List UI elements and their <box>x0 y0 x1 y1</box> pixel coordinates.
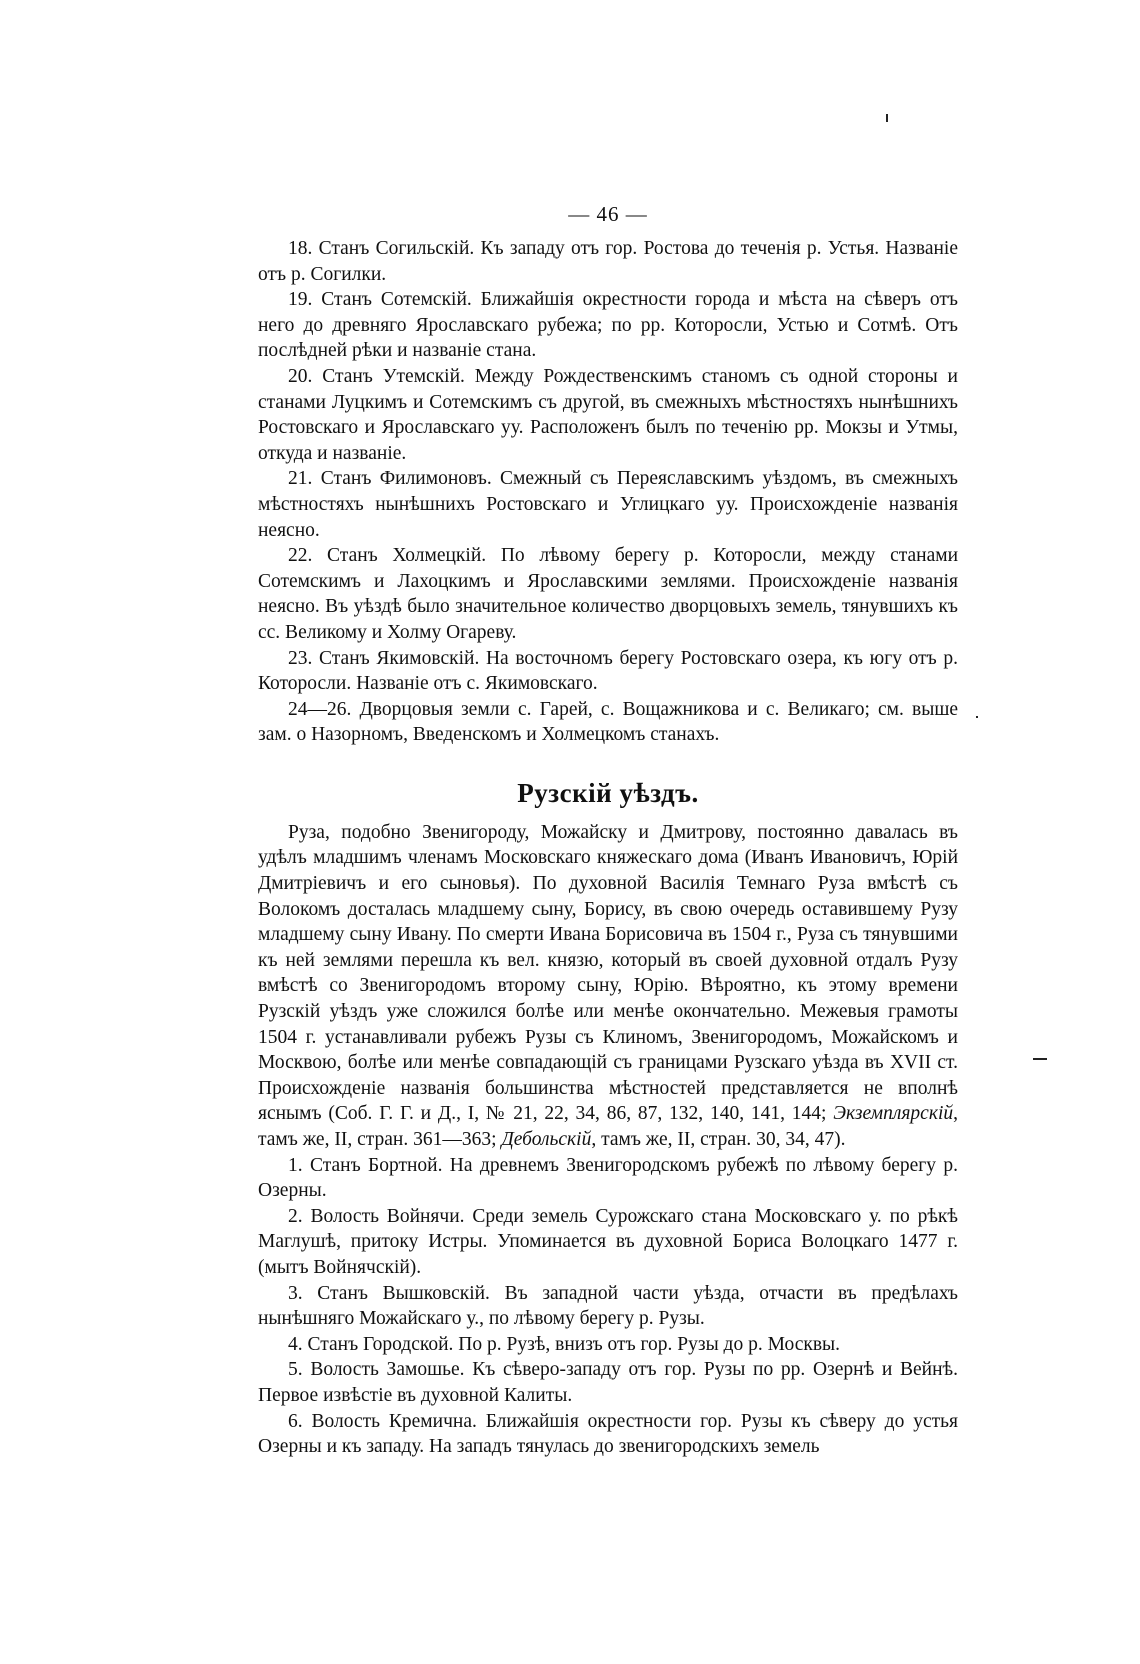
intro-paragraph <box>258 820 958 1153</box>
paragraph-item-18: 18. Станъ Согильскій. Къ западу отъ гор. Ростова до теченія р. Устья. Названіе отъ р. Согилки. <box>258 238 958 285</box>
margin-dash-mark <box>1033 1058 1047 1060</box>
intro-text-part-1: Руза, подобно Звенигороду, Можайску и Дмитрову, постоянно давалась въ удѣлъ младшимъ членамъ Московскаго княжескаго дома (Иванъ Ивановичъ, Юрій Дмитріевичъ и его сыновья). По духовной Василія Темнаго Руза вмѣстѣ съ Волокомъ досталась младшему сыну, Борису, въ свою очередь оставившему Рузу младшему сыну Ивану. По смерти Ивана Борисовича въ 1504 г., Руза съ тянувшими къ ней землями перешла къ вел. князю, который въ своей духовной отдалъ Рузу вмѣстѣ со Звенигородомъ второму сыну, Юрію. Вѣроятно, къ этому времени Рузскій уѣздъ уже сложился болѣе или менѣе окончательно. Межевыя грамоты 1504 г. устанавливали рубежъ Рузы съ Клиномъ, Звенигородомъ, Можайскомъ и Москвою, болѣе или менѣе совпадающій съ границами Рузскаго уѣзда въ XVII ст. Происхожденіе названія большинства мѣстностей представляется не вполнѣ яснымъ (Соб. Г. Г. и Д., I, № 21, 22, 34, 86, 87, 132, 140, 141, 144; <box>258 821 958 1125</box>
page-number: — 46 — <box>568 202 648 226</box>
intro-text-part-3: , тамъ же, II, стран. 30, 34, 47). <box>591 1129 846 1150</box>
section-title: Рузскій уѣздъ. <box>517 777 699 808</box>
margin-tick-mark <box>886 114 888 122</box>
intro-italic-author-2: Дебольскій <box>501 1129 592 1150</box>
paragraph-item-22: 22. Станъ Холмецкій. По лѣвому берегу р. Которосли, между станами Сотемскимъ и Лахоцкимъ и Ярославскими землями. Происхожденіе названія неясно. Въ уѣздѣ было значительное количество дворцовыхъ земель, тянувшихъ къ сс. Великому и Холму Огареву. <box>258 545 958 643</box>
paragraph-item-2: 2. Волость Войнячи. Среди земель Сурожскаго стана Московскаго у. по рѣкѣ Маглушѣ, притоку Истры. Упоминается въ духовной Бориса Волоцкаго 1477 г. (мытъ Войнячскій). <box>258 1205 958 1278</box>
paragraph-item-21: 21. Станъ Филимоновъ. Смежный съ Переяславскимъ уѣздомъ, въ смежныхъ мѣстностяхъ нынѣшнихъ Ростовскаго и Углицкаго уу. Происхожденіе названія неясно. <box>258 468 958 541</box>
paragraph-item-1: 1. Станъ Бортной. На древнемъ Звенигородскомъ рубежѣ по лѣвому берегу р. Озерны. <box>258 1154 958 1202</box>
document-page <box>258 200 958 1460</box>
margin-dot-mark <box>976 716 978 718</box>
intro-text-part-2: , тамъ же, II, стран. 361—363; <box>258 1103 958 1150</box>
paragraph-item-5: 5. Волость Замошье. Къ сѣверо-западу отъ гор. Рузы по рр. Озернѣ и Вейнѣ. Первое извѣстіе въ духовной Калиты. <box>258 1359 958 1406</box>
paragraph-item-20: 20. Станъ Утемскій. Между Рождественскимъ станомъ съ одной стороны и станами Луцкимъ и Сотемскимъ съ другой, въ смежныхъ мѣстностяхъ нынѣшнихъ Ростовскаго и Ярославскаго уу. Расположенъ былъ по теченію рр. Мокзы и Утмы, откуда и названіе. <box>258 365 958 464</box>
paragraph-item-23: 23. Станъ Якимовскій. На восточномъ берегу Ростовскаго озера, къ югу отъ р. Которосли. Названіе отъ с. Якимовскаго. <box>258 647 958 695</box>
paragraph-item-3: 3. Станъ Вышковскій. Въ западной части уѣзда, отчасти въ предѣлахъ нынѣшняго Можайскаго у., по лѣвому берегу р. Рузы. <box>258 1282 958 1330</box>
paragraph-item-19: 19. Станъ Сотемскій. Ближайшія окрестности города и мѣста на сѣверъ отъ него до древняго Ярославскаго рубежа; по рр. Которосли, Устью и Сотмѣ. Отъ послѣдней рѣки и названіе стана. <box>258 289 958 362</box>
intro-italic-author-1: Экземплярскій <box>833 1103 954 1125</box>
paragraph-item-4: 4. Станъ Городской. По р. Рузѣ, внизъ отъ гор. Рузы до р. Москвы. <box>288 1333 841 1355</box>
paragraph-item-24-26: 24—26. Дворцовыя земли с. Гарей, с. Вощажникова и с. Великаго; см. выше зам. о Назорномъ, Введенскомъ и Холмецкомъ станахъ. <box>258 698 958 746</box>
paragraph-item-6: 6. Волость Кремична. Ближайшія окрестности гор. Рузы къ сѣверу до устья Озерны и къ западу. На западъ тянулась до звенигородскихъ земель <box>258 1410 958 1458</box>
